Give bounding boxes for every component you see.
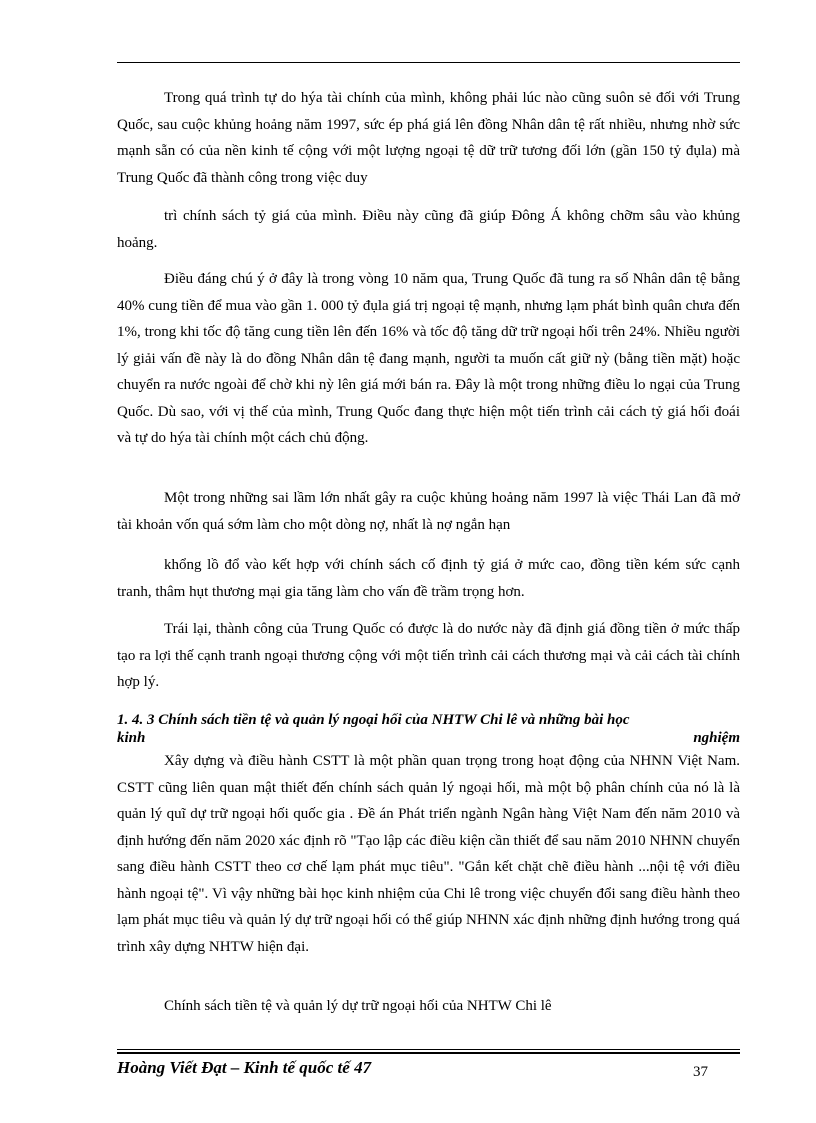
section-heading-line1: 1. 4. 3 Chính sách tiền tệ và quản lý ngoại hối của NHTW Chi lê và những bài học [117,712,630,728]
paragraph-chile-policy: Chính sách tiền tệ và quản lý dự trữ ngoại hối của NHTW Chi lê [164,998,552,1014]
paragraph-thailand-mistake: Một trong những sai lầm lớn nhất gây ra cuộc khủng hoảng năm 1997 là việc Thái Lan đã mở tài khoản vốn quá sớm làm cho một dòng nợ, nhất là nợ ngắn hạn [117,490,740,533]
paragraph-exchange-rate-policy: trì chính sách tỷ giá của mình. Điều này cũng đã giúp Đông Á không chỡm sâu vào khủng hoảng. [117,208,740,251]
section-heading-line2 [117,729,740,747]
paragraph-china-liberalization: Trong quá trình tự do hýa tài chính của mình, không phải lúc nào cũng suôn sẻ đối với Trung Quốc, sau cuộc khủng hoảng năm 1997, sức ép phá giá lên đồng Nhân dân tệ rất nhiều, nhưng nhờ sức mạnh sẵn có của nền kinh tế cộng với một lượng ngoại tệ dữ trữ tương đối lớn (gần 150 tỷ đụla) mà Trung Quốc đã thành công trong việc duy [117,90,740,186]
paragraph-short-term-debt: khổng lồ đổ vào kết hợp với chính sách cố định tỷ giá ở mức cao, đồng tiền kém sức cạnh tranh, thâm hụt thương mại gia tăng làm cho vấn đề trầm trọng hơn. [117,557,740,600]
paragraph-china-success: Trái lại, thành công của Trung Quốc có được là do nước này đã định giá đồng tiền ở mức thấp tạo ra lợi thế cạnh tranh ngoại thương cộng với một tiến trình cải cách thương mại và cải cách tài chính hợp lý. [117,621,740,690]
paragraph-cstt-vietnam: Xây dựng và điều hành CSTT là một phần quan trọng trong hoạt động của NHNN Việt Nam. CSTT cũng liên quan mật thiết đến chính sách quản lý ngoại hối, mà một bộ phân chính của nó là là quản lý quĩ dự trữ ngoại hối quốc gia . Đề án Phát triển ngành Ngân hàng Việt Nam đến năm 2010 và định hướng đến năm 2020 xác định rõ "Tạo lập các điều kiện cần thiết để sau năm 2010 NHNN chuyển sang điều hành CSTT theo cơ chế lạm phát mục tiêu". "Gắn kết chặt chẽ điều hành ...nội tệ với điều hành ngoại tệ". Vì vậy những bài học kinh nhiệm của Chi lê trong việc chuyển đổi sang điều hành theo lạm phát mục tiêu và quản lý dự trữ ngoại hối có thể giúp NHNN xác định những định hướng trong quá trình xây dựng NHTW hiện đại. [117,753,740,955]
paragraph-china-money-supply: Điều đáng chú ý ở đây là trong vòng 10 năm qua, Trung Quốc đã tung ra số Nhân dân tệ bằng 40% cung tiền để mua vào gần 1. 000 tỷ đụla giá trị ngoại tệ mạnh, nhưng lạm phát bình quân chưa đến 1%, trong khi tốc độ tăng cung tiền lên đến 16% và tốc độ tăng dữ trữ ngoại hối trên 24%. Nhiều người lý giải vấn đề này là do đồng Nhân dân tệ đang mạnh, người ta muốn cất giữ nỳ (bằng tiền mặt) hoặc chuyển ra nước ngoài để chờ khi nỳ lên giá mới bán ra. Đây là một trong những điều lo ngại của Trung Quốc. Dù sao, với vị thế của mình, Trung Quốc đang thực hiện một tiến trình cải cách tỷ giá hối đoái và tự do hýa tài chính một cách chủ động. [117,271,740,446]
page-number: 37 [693,1064,708,1080]
footer-author: Hoàng Viết Đạt – Kinh tế quốc tế 47 [117,1058,372,1077]
header-rule [117,62,740,63]
footer-rule-thick [117,1052,740,1054]
footer-rule-thin [117,1049,740,1050]
section-heading-word-left: kinh [117,730,146,746]
section-heading [117,711,740,747]
section-heading-word-right: nghiệm [693,730,740,746]
